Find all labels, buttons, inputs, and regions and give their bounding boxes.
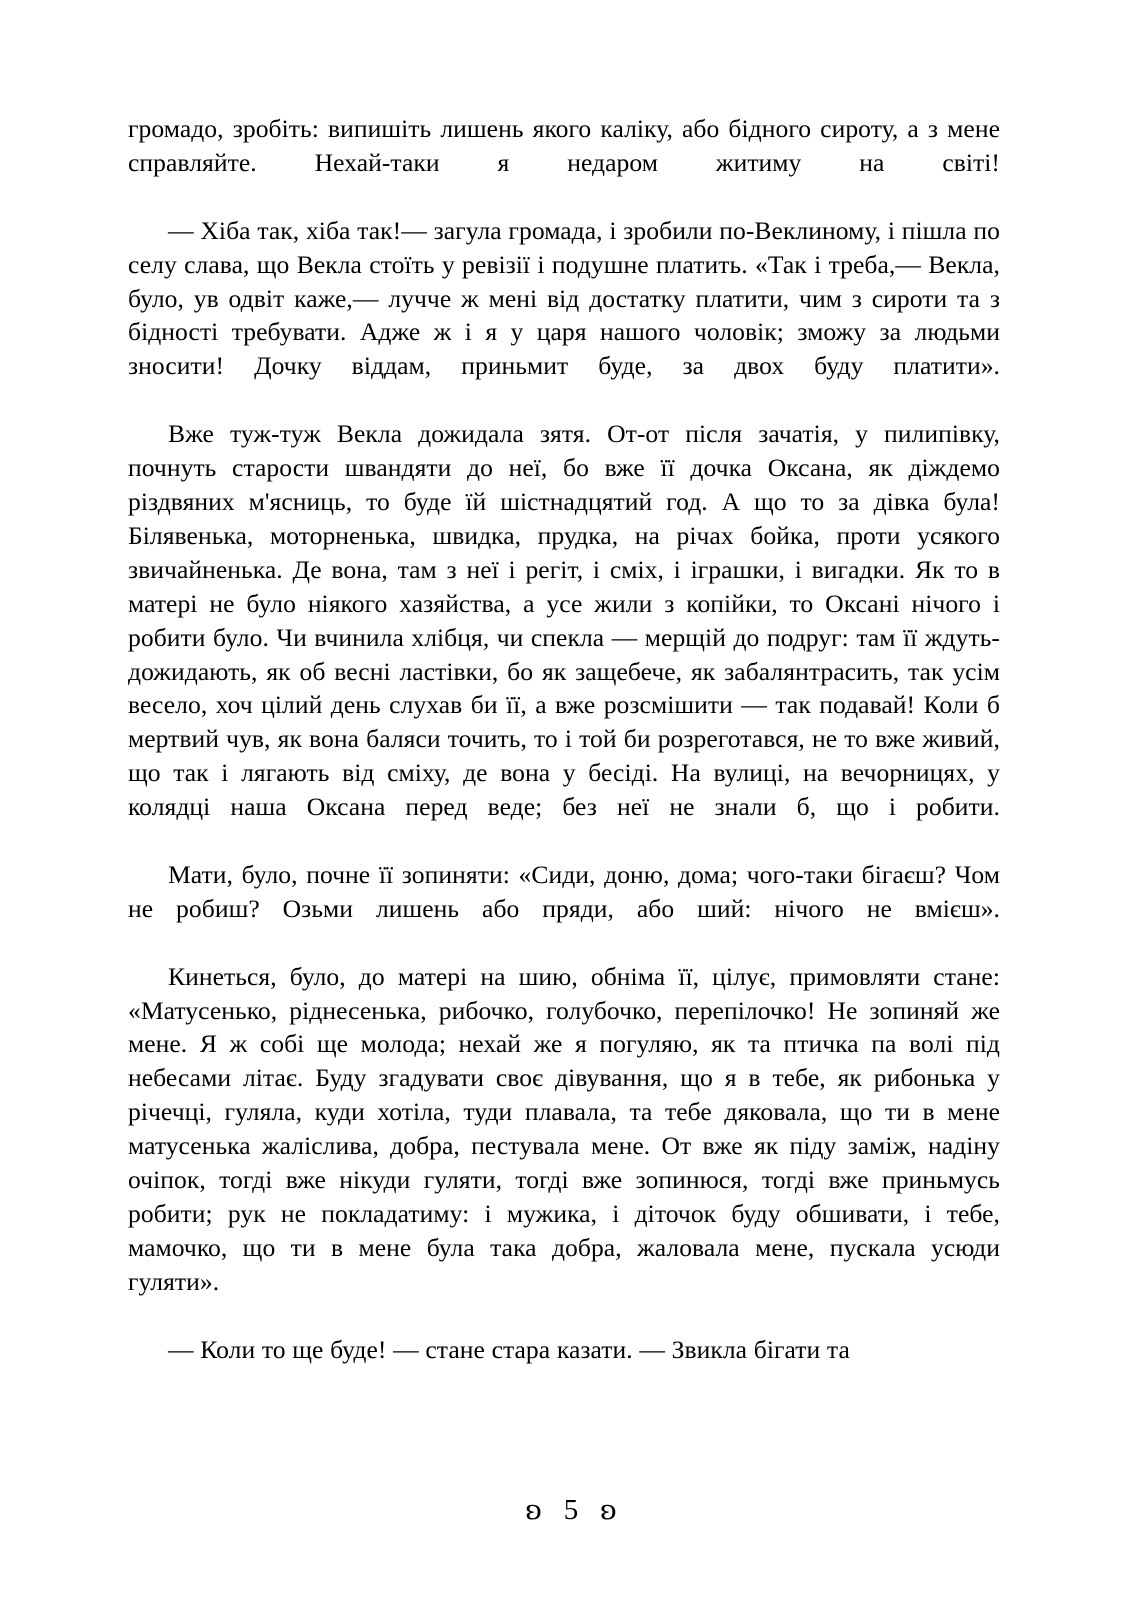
- page-footer: [0, 1496, 1142, 1525]
- page-text-block: [128, 112, 1000, 1367]
- page-number: 5: [563, 1494, 579, 1526]
- paragraph: — Хіба так, хіба так!— загула громада, і зробили по-Веклиному, і пішла по селу слава, що Векла стоїть у ревізії і подушне платить. «Так і треба,— Векла, було, ув одвіт каже,— лучче ж мені від достатку платити, чим з сироти та з бідності требувати. Адже ж і я у царя нашого чоловік; зможу за людьми зносити! Дочку віддам, приньмит буде, за двох буду платити».: [128, 215, 1000, 381]
- fleuron-ornament-left-icon: ʚ: [525, 1495, 542, 1526]
- paragraph: Вже туж-туж Векла дожидала зятя. От-от після зачатія, у пилипівку, почнуть старости швандяти до неї, бо вже її дочка Оксана, як діждемо різдвяних м'ясниць, то буде їй шістнадцятий год. А що то за дівка була! Білявенька, моторненька, швидка, прудка, на річах бойка, проти усякого звичайненька. Де вона, там з неї і регіт, і сміх, і іграшки, і вигадки. Як то в матері не було ніякого хазяйства, а усе жили з копійки, то Оксані нічого і робити було. Чи вчинила хлібця, чи спекла — мерщій до подруг: там її ждуть-дожидають, як об весні ластівки, бо як защебече, як забалянтрасить, так усім весело, хоч цілий день слухав би її, а вже розсмішити — так подавай! Коли б мертвий чув, як вона баляси точить, то і той би розреготався, не то вже живий, що так і лягають від сміху, де вона у бесіді. На вулиці, на вечорницях, у колядці наша Оксана перед веде; без неї не знали б, що і робити.: [128, 419, 1000, 822]
- paragraph: Кинеться, було, до матері на шию, обніма її, цілує, примовляти стане: «Матусенько, ріднесенька, рибочко, голубочко, перепілочко! Не зопиняй же мене. Я ж собі ще молода; нехай же я погуляю, як та птичка па волі під небесами літає. Буду згадувати своє дівування, що я в тебе, як рибонька у річечці, гуляла, куди хотіла, туди плавала, та тебе дяковала, що ти в мене матусенька жаліслива, добра, пестувала мене. От вже як піду заміж, надіну очіпок, тогді вже нікуди гуляти, тогді вже зопинюся, тогді вже приньмусь робити; рук не покладатиму: і мужика, і діточок буду обшивати, і тебе, мамочко, що ти в мене була така добра, жаловала мене, пускала усюди гуляти».: [128, 961, 1000, 1296]
- paragraph: — Коли то ще буде! — стане стара казати. — Звикла бігати та: [168, 1334, 850, 1364]
- paragraph: Мати, було, почне її зопиняти: «Сиди, доню, дома; чого-таки бігаєш? Чом не робиш? Озьми лишень або пряди, або ший: нічого не вмієш».: [128, 859, 1000, 923]
- fleuron-ornament-right-icon: ɞ: [600, 1495, 617, 1526]
- paragraph: громадо, зробіть: випишіть лишень якого каліку, або бідного сироту, а з мене справляйте. Нехай-таки я недаром житиму на світі!: [128, 114, 1000, 177]
